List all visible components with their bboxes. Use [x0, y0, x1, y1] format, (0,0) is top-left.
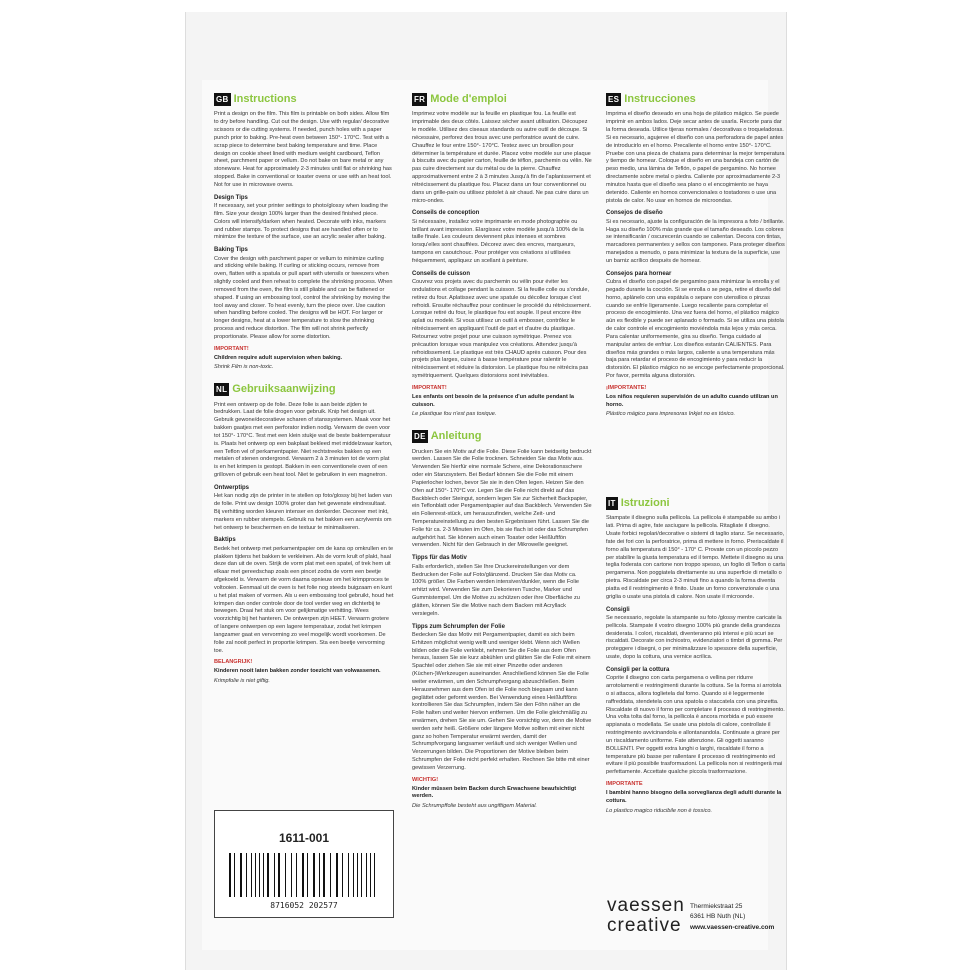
section-es-intro: Imprima el diseño deseado en una hoja de plástico mágico. Se puede imprimir en ambos lados. Deje secar antes de usarla. Recorte para dar la forma deseada. Utilice tijeras normales / decorativas o troqueladoras. Si es necesario, agujeree el diseño con una perforadora de papel antes de introducirlo en el horno. Precaliente el horno entre 150°- 170°C. Pruebe con una pieza de chatarra para determinar la mejor temperatura y tiempo de hornear. Coloque el diseño en una bandeja con cartón de peso medio, una lámina de Teflón, o papel de pergamino. No hornee directamente sobre metal o piedra. Caliente por aproximadamente 2-3 minutos hasta que el diseño sea plano o el encogimiento se haya detenido. Caliente en hornos convencionales o tostadores o use una pistola de calor. No usar en hornos de microondas.	[606, 111, 785, 204]
barcode-bar	[276, 853, 277, 897]
barcode-bar	[263, 853, 264, 897]
section-nl	[214, 382, 394, 686]
barcode-bar	[274, 853, 275, 897]
barcode-bar	[287, 853, 290, 897]
barcode-bar	[350, 853, 352, 897]
barcode-bar	[376, 853, 378, 897]
section-fr-baking-tips: Couvrez vos projets avec du parchemin ou vélin pour éviter les ondulations et collage pendant la cuisson. Si la feuille colle ou s'ondule, retirez du four. Aplatissez avec une spatule ou décollez lorsque c'est refroidi. Ensuite réchauffez pour continuer le procédé du rétrécissement. Lorsque retiré du four, le plastique fou est souple. Il peut encore être aplati ou modelé. Si vous utilisez un outil à embosser, contrôlez le rétrécissement en appliquant l'outil de part et d'autre du plastique. Retournez votre projet pour une cuisson symétrique. Prenez vos précaution lorsque vous manipulez vos créations. Attendez jusqu'à refroidissement. Le plastique est très CHAUD après cuisson. Pour des projets plus larges, cuisez à basse température pour ralentir le rétrécissement et réduire la distorsion. Le plastique fou ne rétrécira pas symétriquement. Quelques distorsions sont inévitables.	[412, 279, 591, 380]
section-gb-intro: Print a design on the film. This film is printable on both sides. Allow film to dry before handling. Cut out the design. Use with regular/ decorative scissors or die cutting systems. If needed, punch holes with a paper punch prior to baking. Pre-heat oven between 150°- 170°C. Test with a scrap piece to determine best baking temperature and time. Place design on cookie sheet lined with medium weight cardboard, Teflon sheet, parchment paper or vellum. Do not bake on bare metal or any stoneware. Heat for approximately 2-3 minutes until flat or shrinking has stopped. Bake in conventional or toaster ovens or use with an heat tool. Not for use in microwave ovens.	[214, 111, 392, 188]
barcode-bar	[246, 853, 247, 897]
section-it	[606, 496, 786, 815]
barcode-bar	[261, 853, 262, 897]
barcode-bar	[313, 853, 315, 897]
section-gb-warning: Children require adult supervision when baking.	[214, 354, 343, 361]
section-es	[606, 92, 786, 419]
product-label-box	[214, 810, 394, 918]
section-nl-baking-tips: Bedek het ontwerp met perkamentpapier om de kans op omkrullen en te plakken tijdens het bakken te verkleinen. Als de vorm krult of plakt, haal deze dan uit de oven. Strijk de vorm plat met een spatel, of trek hem uit elkaar met gereedschap zoals een pincet zodra de vorm een beetje afgekoeld is. Verwarm de vorm daarna opnieuw om het krimpproces te voltooien. Eenmaal uit de oven is het folie nog steeds buigzaam en kunt u het plat maken of vormen. Als u een embossing tool gebruikt, houd het krimpen dan onder controle door de tool verder weg en dichterbij te bewegen. Draai het stuk om voor gelijkmatige verhitting. Wees voorzichtig bij het hanteren. De ontwerpen zijn HEET. Verwarm grotere of langere ontwerpen op een lagere temperatuur, zodat het krimpen langzamer gaat en vervorming zo veel mogelijk wordt voorkomen. De folie zal nooit perfect in proportie krimpen. Sta een beetje vervorming toe.	[214, 545, 394, 654]
section-fr-design-tips: Si nécessaire, installez votre imprimante en mode photographie ou brillant avant impression. Elargissez votre modèle jusqu'à 100% de la taille finale. Les couleurs deviennent plus intenses et sombres lorsqu'elles sont chauffées. Décorez avec des encres, marqueurs, tampons en caoutchouc. Pour protéger vos créations si utilisées fréquemment, appliquez un scellant à peinture.	[412, 218, 584, 264]
barcode-bar	[298, 853, 301, 897]
section-fr-warning: Les enfants ont besoin de la présence d'un adulte pendant la cuisson.	[412, 393, 575, 408]
barcode-bar	[293, 853, 295, 897]
barcode-bar	[256, 853, 258, 897]
section-de-title: Anleitung	[430, 430, 482, 443]
column-right-bottom	[606, 496, 786, 886]
section-it-design-tips-title: Consigli	[606, 606, 630, 613]
language-badge-nl: NL	[214, 383, 229, 396]
section-de-warning: Kinder müssen beim Backen durch Erwachsene beaufsichtigt werden.	[412, 785, 577, 800]
section-nl-title: Gebruiksaanwijzing	[232, 383, 336, 396]
language-badge-gb: GB	[214, 93, 231, 106]
section-fr-title: Mode d'emploi	[430, 93, 507, 105]
section-es-title: Instrucciones	[624, 93, 696, 105]
barcode-bar	[236, 853, 239, 897]
barcode-bar	[251, 853, 252, 897]
section-gb-design-tips: If necessary, set your printer settings to photo/glossy when loading the film. Size your design 100% larger than the desired finished piece. Colors will intensify/darken when heated. Decorate with inks, markers and rubber stamps. To protect designs that are handled often or to minimize the texture of the surface, use an acrylic sealer after baking.	[214, 203, 389, 241]
barcode-bar	[361, 853, 362, 897]
language-badge-de: DE	[412, 430, 428, 443]
section-fr-header	[412, 92, 592, 107]
section-gb-baking-tips-title: Baking Tips	[214, 247, 248, 254]
section-nl-baking-tips-title: Baktips	[214, 537, 236, 544]
barcode-bar	[278, 853, 280, 897]
section-de-design-tips: Falls erforderlich, stellen Sie Ihre Druckereinstellungen vor dem Bedrucken der Folie auf Foto/glänzend. Drucken Sie das Motiv ca. 100% größer. Die Farben werden intensiver/dunkler, wenn die Folie erhitzt wird. Verwenden Sie zum Dekorieren Tusche, Marker und Gummistempel. Um die Motive zu schützen oder ihre Oberfläche zu glätten, können Sie die Motive nach dem Backen mit Acryllack versiegeln.	[412, 563, 580, 617]
barcode-bar	[229, 853, 231, 897]
barcode-bar	[319, 853, 320, 897]
barcode-bar	[234, 853, 235, 897]
barcode-bar	[357, 853, 358, 897]
section-es-warning-title: ¡IMPORTANTE!	[606, 384, 647, 391]
barcode-bar	[259, 853, 260, 897]
section-de-intro: Drucken Sie ein Motiv auf die Folie. Diese Folie kann beidseitig bedruckt werden. Lassen Sie die Folie trocknen. Schneiden Sie das Motiv aus. Verwenden Sie hierfür eine normale Schere, eine Dekorationsschere oder ein Stanzsystem. Bei Bedarf können Sie die Folie mit einem Papierlocher lochen, bevor Sie sie in den Ofen legen. Heizen Sie den Ofen auf 150°- 170°C vor. Legen Sie die Folie nicht direkt auf das Backblech oder Steingut, sondern legen Sie zur Sicherheit Backpapier, ein Teflonblatt oder Pergamentpapier auf das Backblech. Verwenden Sie ein Folienrest-stück, um herauszufinden, welche Zeit- und Temperatureinstellung zu den besten Ergebnissen führt. Lassen Sie die Folie für ca. 2-3 Minuten im Ofen, bis sie flach ist oder das Schrumpfen aufgehört hat. Sie können auch einen Toaster oder Heißluftfön verwenden. Nicht für den Gebrauch in der Mikrowelle geeignet.	[412, 448, 592, 549]
language-badge-fr: FR	[412, 93, 427, 106]
barcode-bar	[265, 853, 266, 897]
barcode-bar	[348, 853, 349, 897]
barcode-bar	[323, 853, 325, 897]
barcode-bar	[332, 853, 335, 897]
barcode-bar	[232, 853, 233, 897]
section-it-design-tips: Se necessario, regolate la stampante su foto /glossy mentre caricate la pellicola. Stampate il vostro disegno 100% più grande della grandezza desiderata. I colori, riscaldati, diventeranno più intensi e più scuri se riscaldati. Decorate con inchiostro, evidenziatori o timbri di gomma. Per proteggere i disegni, o per minimalizzare lo spessore della superficie, usate, dopo la cottura, una vernice acrilica.	[606, 614, 783, 661]
brand-logo-line1: vaessen	[607, 895, 685, 916]
section-it-baking-tips: Coprite il disegno con carta pergamena o vellina per ridurre arrotolamenti e restringimenti durante la cottura. Se la forma si arrotola o si attacca, allora toglietela dal forno. Quando si è leggermente raffreddata, stendetela con una spatola o staccatela con una pinzetta. Riscaldate di nuovo il forno per completare il processo di restringimento. Una volta tolta dal forno, la pellicola è ancora morbida e può essere appianata o modellata. Se usate una pistola di calore, controllate il restringimento avvicinandola e allontanandola. Continuate a girare per un riscaldamento uniforme. Fate attenzione. Gli oggetti saranno BOLLENTI. Per oggetti extra lunghi o larghi, riscaldate il forno a temperature più basse per rallentare il processo di restringimento ed evitare il più possibile trasformazioni. La pellicola non si restringerà mai perfettamente. Accettate qualche piccola trasformazione.	[606, 675, 785, 776]
section-gb	[214, 92, 394, 372]
barcode-number: 8716052 202577	[270, 901, 338, 910]
barcode-bar	[270, 853, 273, 897]
brand-logo	[607, 896, 683, 936]
barcode-bar	[307, 853, 308, 897]
section-it-header	[606, 496, 786, 511]
section-de-nontoxic: Die Schrumpffolie besteht aus ungiftigem Material.	[412, 803, 537, 810]
barcode-bar	[366, 853, 367, 897]
section-gb-title: Instructions	[233, 93, 297, 105]
barcode-bar	[363, 853, 365, 897]
section-de-warning-title: WICHTIG!	[412, 776, 439, 783]
barcode-bar	[309, 853, 312, 897]
section-gb-nontoxic: Shrink Film is non-toxic.	[214, 364, 274, 371]
section-it-title: Istruzioni	[620, 497, 670, 509]
barcode-bar	[374, 853, 375, 897]
section-gb-baking-tips: Cover the design with parchment paper or vellum to minimize curling and sticking while baking. If curling or sticking occurs, remove from oven, flatten with a spatula or pull apart with utensils or tweezers when slightly cooled and then reheat to complete the shrinking process. When removed from the oven, the film is still pliable and can be flattened or shaped. If using an embossing tool, control the shrinking by moving the tool away and closer. To heat evenly, turn the piece over. Use caution when handling before cooled. The designs will be HOT. For larger or longer designs, heat at a lower temperature to slow the shrinking process and reduce distortion. The film will not shrink perfectly proportionate. Please allow for some distortion.	[214, 255, 393, 340]
barcode-bar	[255, 853, 256, 897]
product-code: 1611-001	[278, 831, 330, 845]
section-nl-nontoxic: Krimpfolie is niet giftig.	[214, 678, 270, 685]
section-de-baking-tips-title: Tipps zum Schrumpfen der Folie	[412, 623, 505, 630]
barcode-bar	[285, 853, 286, 897]
column-right-top	[606, 92, 786, 502]
section-de-header	[412, 429, 592, 444]
barcode-bar	[243, 853, 245, 897]
barcode-bar	[240, 853, 242, 897]
section-nl-design-tips-title: Ontwerptips	[214, 484, 250, 491]
section-it-warning: I bambini hanno bisogno della sorveglianza degli adulti durante la cottura.	[606, 789, 782, 804]
barcode-bar	[267, 853, 269, 897]
website-link[interactable]: www.vaessen-creative.com	[690, 923, 775, 931]
section-it-nontoxic: Lo plastico magico riducibile non è tossico.	[606, 807, 713, 814]
column-left	[214, 92, 394, 782]
section-nl-warning-title: BELANGRIJK!	[214, 659, 253, 666]
section-gb-header	[214, 92, 394, 107]
address-city: 6361 HB Nuth (NL)	[690, 913, 746, 921]
section-es-warning: Los niños requieren supervisión de un adulto cuando utilizan un horno.	[606, 393, 778, 408]
barcode-bar	[342, 853, 343, 897]
section-fr-baking-tips-title: Conseils de cuisson	[412, 270, 471, 277]
barcode-bar	[305, 853, 307, 897]
section-nl-design-tips: Het kan nodig zijn de printer in te stellen op foto/glossy bij het laden van de folie. Print uw design 100% groter dan het gewenste eindresultaat. Bij verhitting worden kleuren intenser en donkerder. Decoreer met inkt, markers en rubber stempels. Gebruik na het bakken een acrylvernis om het ontwerp te beschermen en de textuur te minimaliseren.	[214, 493, 392, 531]
section-es-design-tips-title: Consejos de diseño	[606, 210, 663, 217]
language-badge-es: ES	[606, 93, 621, 106]
language-badge-it: IT	[606, 497, 618, 510]
section-gb-design-tips-title: Design Tips	[214, 194, 248, 201]
barcode-bar	[302, 853, 304, 897]
section-de-baking-tips: Bedecken Sie das Motiv mit Pergamentpapier, damit es sich beim Erhitzen möglichst wenig wellt und weniger klebt. Wenn sich Wellen bilden oder die Folie verklebt, nehmen Sie die Folie aus dem Ofen heraus, lassen Sie sie kurz abkühlen und glätten Sie die Folie mit einem Spachtel oder ziehen Sie sie mit einer Pinzette oder anderen (Küchen-)Werkzeugen auseinander. Anschließend können Sie die Folie weiter erwärmen, um den Schrumpfvorgang abzuschließen. Beim Herausnehmen aus dem Ofen ist die Folie noch biegsam und kann geglättet oder geformt werden. Bei Verwendung eines Heißluftföns kontrollieren Sie das Schrumpfen, indem Sie den Föhn näher an die Folie halten und weiter hiervon entfernen. Um die Folie gleichmäßig zu erwärmen, drehen Sie sie um. Gehen Sie vorsichtig vor, denn die Motive werden sehr heiß. Größere oder längere Motive sollten mit einer nicht ganz so hohen Temperatur erwärmt werden, damit der Schrumpfvorgang langsamer verläuft und sich weniger Wellen und Verzerrungen bilden. Die Proportionen der Motive bleiben beim Schrumpfen der Folie nicht perfekt erhalten. Rechnen Sie bitte mit einer gewissen Verzerrung.	[412, 631, 592, 771]
barcode-bar	[296, 853, 297, 897]
section-nl-warning: Kinderen nooit laten bakken zonder toezicht van volwassenen.	[214, 668, 381, 675]
section-fr-intro: Imprimez votre modèle sur la feuille en plastique fou. La feuille est imprimable des deux côtés. Laissez sécher avant utilisation. Découpez le modèle. Utilisez des ciseaux standards ou autre outil de découpe. Si nécessaire, perforez des trous avec une perforatrice avant de cuire. Chauffez le four entre 150°- 170°C. Testez avec un brouillon pour déterminer la température et durée. Placez votre modèle sur une plaque à biscuits avec du papier carton, feuille de téflon, parchemin ou vélin. Ne pas cuire directement sur du métal ou de la pierre. Chauffez approximativement entre 2 à 3 minutes Jusqu'à fin de l'aplanissement et rétrécissement du plastique fou. Placez dans un four conventionnel ou dans un grille-pain ou utilisez pistolet à air chaud. Ne pas cuire dans un micro-ondes.	[412, 111, 592, 204]
section-es-header	[606, 92, 786, 107]
barcode-bar	[248, 853, 250, 897]
section-it-intro: Stampate il disegno sulla pellicola. La pellicola è stampabile su ambo i lati. Prima di agire, fate asciugare la pellicola. Ritagliate il disegno. Usate forbici regolari/decorative o sistemi di taglio stanz. Se necessario, fate dei fori con la perforatrice, prima di mettere in forno. Preriscaldate il forno alla temperatura di 150° - 170° C. Provate con un piccolo pezzo per stabilire la giusta temperatura ed il tempo. Mettete il disegno su una teglia foderata con cartone non troppo spesso, un foglio di Teflon o carta pergamena. Non poggiatela direttamente su una superficie di metallo o pietra. Riscaldate per circa 2-3 minuti fino a quando la forma diventa piatta ed il restringimento è finito. Usate un forno convenzionale o una griglia o usate una pistola di calore. Non usate il microonde.	[606, 515, 786, 600]
section-gb-warning-title: IMPORTANT!	[214, 345, 249, 352]
section-it-baking-tips-title: Consigli per la cottura	[606, 666, 670, 673]
barcode-bar	[336, 853, 338, 897]
barcode-bar	[291, 853, 292, 897]
barcode-bar	[368, 853, 369, 897]
barcode-bar	[326, 853, 329, 897]
barcode-bar	[330, 853, 331, 897]
section-fr-warning-title: IMPORTANT!	[412, 384, 447, 391]
barcode-bar	[281, 853, 284, 897]
barcode-bar	[339, 853, 341, 897]
section-es-baking-tips: Cubra el diseño con papel de pergamino para minimizar la enrolla y el pegado durante la cocción. Si se enrolla o se pega, retire el diseño del horno, aplánelo con una espátula o separe con utensilios o pinzas cuando se enfríe ligeramente. Luego recaliente para completar el proceso de encogimiento. Una vez fuera del horno, el plástico mágico aún es flexible y puede ser aplanado o formado. Si se utiliza una pistola de calor controle el encogimiento moviéndola más lejos y más cerca. Para calentar uniformemente, gira su diseño. Tenga cuidado al manipular antes de enfriar. Los diseños estarán CALIENTES. Para diseños más grandes o más largos, caliente a una temperatura más baja para retardar el proceso de encogimiento y para reducir la distorsión. El plástico mágico no se encoge perfectamente proporcional. Por favor, permita alguna distorsión.	[606, 279, 785, 380]
section-nl-intro: Print een ontwerp op de folie. Deze folie is aan beide zijden te bedrukken. Laat de folie drogen voor gebruik. Knip het design uit. Gebruik gewone/decoratieve scharen of stanssystemen. Maak voor het bakken gaatjes met een perforator indien nodig. Verwarm de oven voor tot 150°- 170°C. Test met een klein stukje wat de beste baktemperatuur is. Plaats het ontwerp op een bakplaat bekleed met middelzwaar karton, een Teflon vel of perkamentpapier. Niet rechtstreeks bakken op een metalen of stenen ondergrond. Verwarm 2 à 3 minuten tot de vorm plat is en het krimpen is gestopt. Bakken in een conventionele oven of een grilloven of gebruik een heat tool. Niet te gebruiken in een magnetron.	[214, 401, 393, 479]
barcode-bar	[344, 853, 347, 897]
brand-logo-line2: creative	[607, 915, 682, 936]
barcode-bar	[354, 853, 356, 897]
barcode-icon	[229, 853, 379, 897]
column-middle	[412, 92, 592, 922]
barcode-bar	[372, 853, 373, 897]
barcode-bar	[316, 853, 318, 897]
address-street: Thermiekstraat 25	[690, 903, 743, 910]
section-es-baking-tips-title: Consejos para hornear	[606, 270, 672, 277]
brand-address	[690, 902, 800, 933]
section-fr	[412, 92, 592, 419]
section-nl-header	[214, 382, 394, 397]
barcode-bar	[321, 853, 322, 897]
section-de	[412, 429, 592, 811]
section-it-warning-title: IMPORTANTE	[606, 781, 643, 788]
barcode-bar	[359, 853, 360, 897]
barcode-bar	[370, 853, 371, 897]
section-fr-design-tips-title: Conseils de conception	[412, 210, 480, 217]
section-fr-nontoxic: Le plastique fou n'est pas toxique.	[412, 411, 497, 418]
section-de-design-tips-title: Tipps für das Motiv	[412, 555, 467, 562]
barcode-bar	[253, 853, 254, 897]
section-es-nontoxic: Plástico mágico para impresoras Inkjet no es tóxico.	[606, 411, 736, 418]
section-es-design-tips: Si es necesario, ajuste la configuración de la impresora a foto / brillante. Haga su diseño 100% más grande que el tamaño deseado. Los colores se intensificarán / oscurecerán cuando se calientan. Decora con tintas, marcadores permanentes y sellos con tampones. Para proteger diseños manejados a menudo, o para minimizar la textura de la superficie, use un barniz acrílico después de hornear.	[606, 218, 785, 264]
barcode-bar	[353, 853, 354, 897]
